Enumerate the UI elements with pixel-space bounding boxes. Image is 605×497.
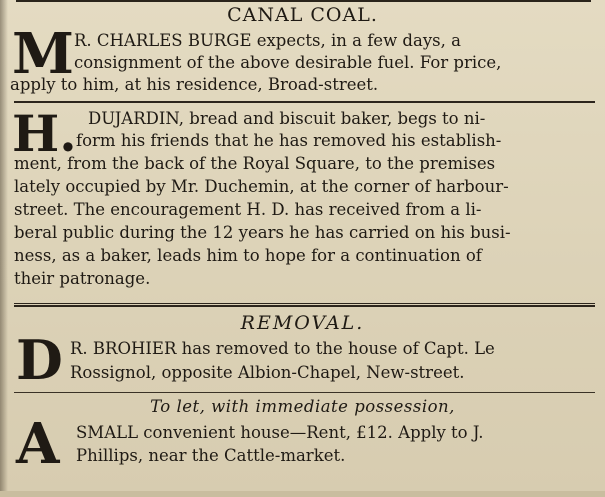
ad-baker-line-7: ness, as a baker, leads him to hope for a continuation of — [14, 246, 482, 265]
page-edge-shadow — [0, 0, 8, 497]
ad-to-let-line-1: SMALL convenient house—Rent, £12. Apply to J. — [76, 423, 484, 442]
ad-removal-dropcap: D — [16, 328, 63, 392]
divider-3 — [14, 392, 595, 393]
top-rule — [16, 0, 591, 2]
ad-removal-line-2: Rossignol, opposite Albion-Chapel, New-street. — [70, 363, 465, 382]
ad-canal-coal-line-2: consignment of the above desirable fuel. For price, — [74, 53, 502, 72]
ad-baker-line-8: their patronage. — [14, 269, 151, 288]
page-bottom-edge — [0, 491, 605, 497]
ad-canal-coal-heading: CANAL COAL. — [227, 4, 378, 26]
ad-baker-line-6: beral public during the 12 years he has carried on his busi- — [14, 223, 511, 242]
ad-removal-line-1: R. BROHIER has removed to the house of Capt. Le — [70, 339, 495, 358]
ad-baker-dropcap: H. — [12, 104, 77, 163]
ad-to-let-line-2: Phillips, near the Cattle-market. — [76, 446, 346, 465]
ad-canal-coal-line-3: apply to him, at his residence, Broad-street. — [10, 75, 379, 94]
divider-1 — [14, 101, 595, 103]
ad-baker-line-2: form his friends that he has removed his establish- — [76, 131, 502, 150]
ad-baker-line-1: DUJARDIN, bread and biscuit baker, begs to ni- — [88, 109, 486, 128]
ad-removal-heading: REMOVAL. — [240, 312, 365, 334]
ad-baker-line-4: lately occupied by Mr. Duchemin, at the corner of harbour- — [14, 177, 509, 196]
ad-canal-coal-line-1: R. CHARLES BURGE expects, in a few days, a — [74, 31, 461, 50]
ad-canal-coal-dropcap: M — [12, 21, 74, 87]
ad-baker-line-5: street. The encouragement H. D. has received from a li- — [14, 200, 482, 219]
ad-to-let-heading: To let, with immediate possession, — [150, 397, 455, 416]
divider-2 — [14, 303, 595, 307]
ad-to-let-dropcap: A — [16, 411, 60, 477]
ad-baker-line-3: ment, from the back of the Royal Square, to the premises — [14, 154, 496, 173]
